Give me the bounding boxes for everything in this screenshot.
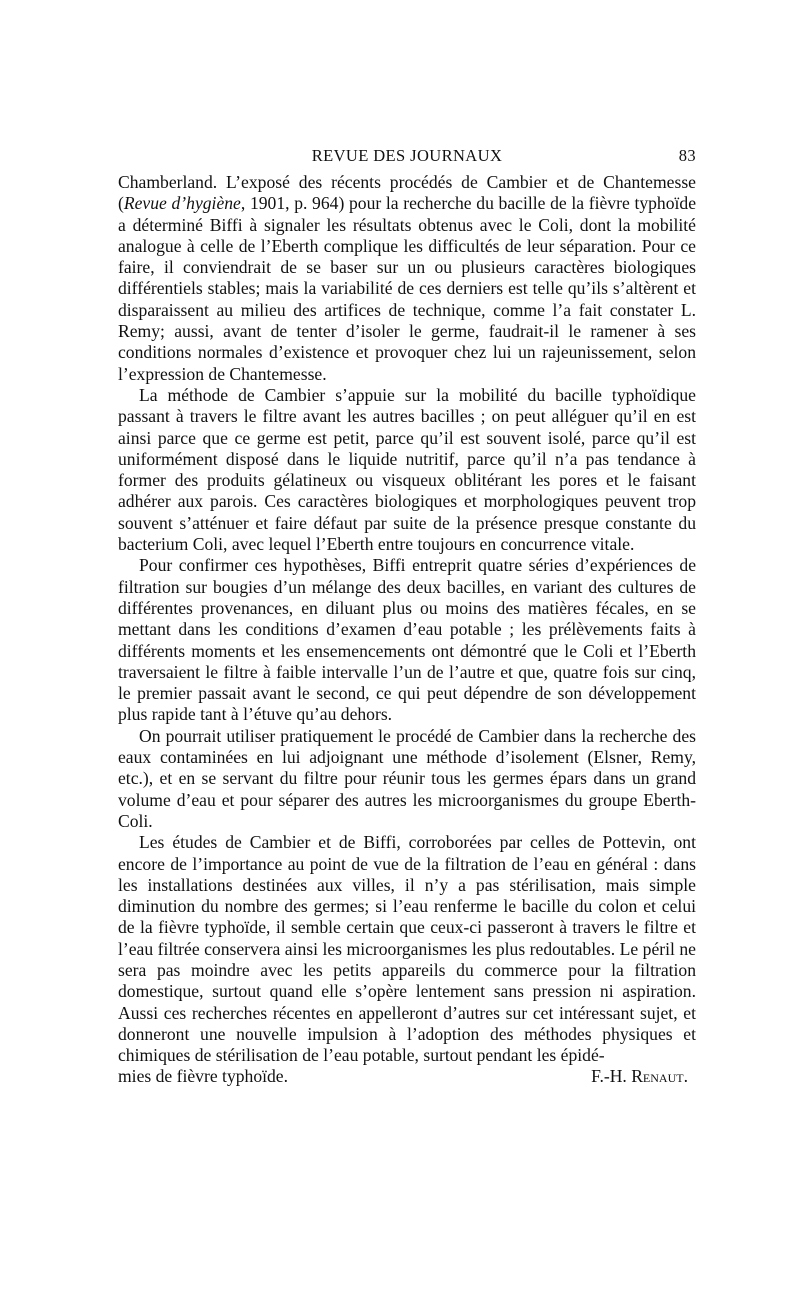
journal-page [118,146,696,1088]
author-signature: F.-H. Renaut. [591,1066,688,1087]
page-number: 83 [678,146,696,165]
closing-line [118,1066,696,1087]
paragraph-1-end: , 1901, p. 964) pour la recherche du bacille de la fièvre typhoïde a déterminé Biffi à signaler les résultats obtenus avec le Coli, dont la mobilité analogue à celle de l’Eberth complique les difficultés de leur séparation. Pour ce faire, il conviendrait de se baser sur un ou plusieurs caractères biologiques différentiels stables; mais la variabilité de ces derniers est telle qu’ils s’altèrent et disparaissent au milieu des artifices de technique, comme l’a fait constater L. Remy; aussi, avant de tenter d’isoler le germe, faudrait-il le ramener à ses conditions normales d’existence et provoquer chez lui un rajeunissement, selon l’expression de Chantemesse. [118,193,697,384]
running-head [118,146,696,172]
journal-citation: Revue d’hygiène [123,193,241,214]
paragraph-5: Les études de Cambier et de Biffi, corroborées par celles de Pottevin, ont encore de l’importance au point de vue de la filtration de l’eau en général : dans les installations destinées aux villes, il n’y a pas stérilisation, mais simple diminution du nombre des germes; si l’eau renferme le bacille du colon et celui de la fièvre typhoïde, il semble certain que ceux-ci passeront à travers le filtre et l’eau filtrée conservera ainsi les microorganismes les plus redoutables. Le péril ne sera pas moindre avec les petits appareils du commerce pour la filtration domestique, surtout quand elle s’opère lentement sans pression ni aspiration. Aussi ces recherches récentes en appelleront d’autres sur cet intéressant sujet, et donneront une nouvelle impulsion à l’adoption des méthodes physiques et chimiques de stérilisation de l’eau potable, surtout pendant les épidé- [118,832,696,1066]
article-body [118,172,696,1088]
paragraph-1-start: Chamberland. L’exposé des récents procédés de Cambier et de Chantemesse ( [118,172,696,214]
paragraph-4: On pourrait utiliser pratiquement le procédé de Cambier dans la recherche des eaux contaminées en lui adjoignant une méthode d’isolement (Elsner, Remy, etc.), et en se servant du filtre pour réunir tous les germes épars dans un grand volume d’eau et pour séparer des autres les microorganismes du groupe Eberth-Coli. [118,725,696,831]
paragraph-5-last-line: mies de fièvre typhoïde. [118,1066,289,1087]
paragraph-2: La méthode de Cambier s’appuie sur la mobilité du bacille typhoïdique passant à travers le filtre avant les autres bacilles ; on peut alléguer qu’il en est ainsi parce que ce germe est petit, parce qu’il est souvent isolé, parce qu’il est uniformément disposé dans le liquide nutritif, parce qu’il n’a pas tendance à former des produits gélatineux ou visqueux oblitérant les pores et le faisant adhérer aux parois. Ces caractères biologiques et morphologiques peuvent trop souvent s’atténuer et faire défaut par suite de la présence presque constante du bacterium Coli, avec lequel l’Eberth entre toujours en concurrence vitale. [118,384,696,555]
running-title: REVUE DES JOURNAUX [311,146,503,165]
paragraph-1 [118,172,696,385]
paragraph-3: Pour confirmer ces hypothèses, Biffi entreprit quatre séries d’expériences de filtration sur bougies d’un mélange des deux bacilles, en variant des cultures de différentes provenances, en diluant plus ou moins des matières fécales, en se mettant dans les conditions d’examen d’eau potable ; les prélèvements faits à différents moments et les ensemencements ont démontré que le Coli et l’Eberth traversaient le filtre à faible intervalle l’un de l’autre et que, quatre fois sur cinq, le premier passait avant le second, ce qui peut dépendre de son développement plus rapide tant à l’étuve qu’au dehors. [118,555,696,725]
